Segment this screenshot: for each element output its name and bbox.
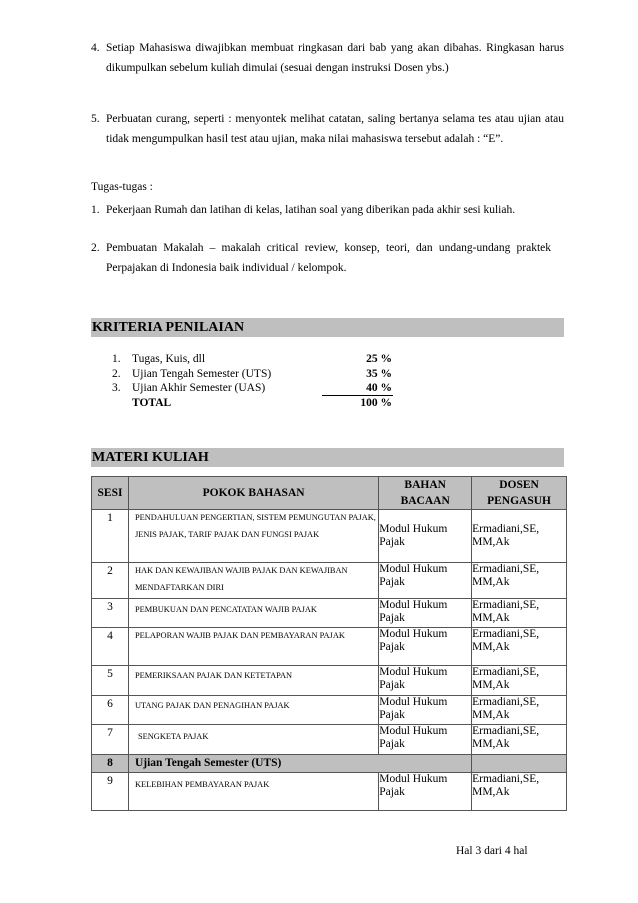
- kriteria-total-row: [112, 396, 392, 411]
- kriteria-value: 40 %: [366, 382, 392, 394]
- bahan-cell: [379, 696, 472, 725]
- bahan-line1: Modul Hukum: [379, 666, 448, 678]
- bahan-line2: Pajak: [379, 576, 405, 588]
- pokok-text: KELEBIHAN PEMBAYARAN PAJAK: [134, 780, 270, 789]
- bahan-line2: Pajak: [379, 709, 405, 721]
- sesi-cell: 4: [92, 628, 129, 666]
- materi-heading: MATERI KULIAH: [91, 448, 564, 467]
- dosen-line2: MM,Ak: [472, 612, 510, 624]
- table-row: [92, 696, 567, 725]
- kriteria-value: 35 %: [366, 367, 392, 380]
- table-row: [92, 666, 567, 696]
- header-dosen-line1: DOSEN: [499, 479, 539, 491]
- bahan-cell: [379, 510, 472, 563]
- pokok-cell: [128, 725, 378, 755]
- uts-row: [92, 755, 567, 773]
- pokok-text: PEMERIKSAAN PAJAK DAN KETETAPAN: [134, 671, 293, 680]
- dosen-line1: Ermadiani,SE,: [472, 563, 540, 575]
- total-underline: [322, 395, 393, 396]
- header-dosen-line2: PENGASUH: [487, 495, 551, 507]
- kriteria-label: Ujian Tengah Semester (UTS): [132, 367, 272, 380]
- sesi-cell: 8: [92, 755, 129, 773]
- page-footer: Hal 3 dari 4 hal: [456, 845, 528, 857]
- dosen-line2: MM,Ak: [472, 679, 510, 691]
- dosen-line2: MM,Ak: [472, 641, 510, 653]
- sesi-cell: 3: [92, 599, 129, 628]
- header-sesi: SESI: [92, 477, 129, 510]
- bahan-cell: [379, 628, 472, 666]
- bahan-line2: Pajak: [379, 641, 405, 653]
- sesi-cell: 7: [92, 725, 129, 755]
- sesi-cell: 5: [92, 666, 129, 696]
- table-row: [92, 599, 567, 628]
- item-number: 4.: [91, 42, 100, 54]
- sesi-cell: 9: [92, 773, 129, 811]
- header-dosen: [472, 477, 567, 510]
- kriteria-value: 25 %: [366, 353, 392, 365]
- table-row: [92, 628, 567, 666]
- kriteria-total-label: TOTAL: [132, 396, 172, 409]
- header-bahan: [379, 477, 472, 510]
- sesi-cell: 6: [92, 696, 129, 725]
- dosen-line2: MM,Ak: [472, 709, 510, 721]
- pokok-text: UTANG PAJAK DAN PENAGIHAN PAJAK: [134, 701, 290, 710]
- dosen-line1: Ermadiani,SE,: [472, 666, 540, 678]
- dosen-line1: Ermadiani,SE,: [472, 773, 540, 785]
- uts-empty-cell: [472, 755, 567, 773]
- header-bahan-line1: BAHAN: [404, 479, 446, 491]
- bahan-line2: Pajak: [379, 612, 405, 624]
- kriteria-label: Tugas, Kuis, dll: [132, 353, 206, 365]
- kriteria-label: Ujian Akhir Semester (UAS): [132, 382, 266, 394]
- bahan-cell: [379, 773, 472, 811]
- dosen-cell: [472, 599, 567, 628]
- dosen-line1: Ermadiani,SE,: [472, 628, 540, 640]
- item-number: 1.: [91, 204, 100, 216]
- sesi-cell: 1: [92, 510, 129, 563]
- pokok-cell: [128, 628, 378, 666]
- bahan-line1: Modul Hukum: [379, 599, 448, 611]
- item-text: Pekerjaan Rumah dan latihan di kelas, latihan soal yang diberikan pada akhir sesi kuliah.: [106, 204, 516, 216]
- kriteria-list: [112, 352, 392, 410]
- dosen-cell: [472, 696, 567, 725]
- sesi-cell: 2: [92, 563, 129, 599]
- item-text: Pembuatan Makalah – makalah critical review, konsep, teori, dan undang-undang praktek Perpajakan di Indonesia baik individual / kelompok.: [106, 242, 551, 274]
- pokok-cell: [128, 599, 378, 628]
- pokok-cell: [128, 510, 378, 563]
- table-row: [92, 510, 567, 563]
- bahan-cell: [379, 666, 472, 696]
- kriteria-number: 2.: [112, 367, 121, 380]
- kriteria-row: [112, 381, 392, 396]
- table-header-row: [92, 477, 567, 510]
- bahan-cell: [379, 599, 472, 628]
- dosen-line1: Ermadiani,SE,: [472, 725, 540, 737]
- kriteria-number: 1.: [112, 353, 121, 365]
- item-number: 5.: [91, 113, 100, 125]
- kriteria-row: [112, 352, 392, 367]
- pokok-cell: [128, 563, 378, 599]
- item-number: 2.: [91, 242, 100, 254]
- bahan-line2: Pajak: [379, 679, 405, 691]
- bahan-cell: [379, 563, 472, 599]
- pokok-text: SENGKETA PAJAK: [137, 732, 209, 741]
- bahan-line1: Modul Hukum: [379, 563, 448, 575]
- pokok-cell: [128, 696, 378, 725]
- uts-label: Ujian Tengah Semester (UTS): [134, 757, 282, 769]
- pokok-text: PEMBUKUAN DAN PENCATATAN WAJIB PAJAK: [134, 605, 317, 614]
- kriteria-total-value: 100 %: [360, 396, 392, 409]
- dosen-cell: [472, 628, 567, 666]
- tugas-item-1: [91, 201, 564, 221]
- dosen-line2: MM,Ak: [472, 576, 510, 588]
- dosen-cell: [472, 773, 567, 811]
- bahan-line1: Modul Hukum: [379, 696, 448, 708]
- bahan-line1: Modul Hukum: [379, 628, 448, 640]
- item-text: Setiap Mahasiswa diwajibkan membuat ringkasan dari bab yang akan dibahas. Ringkasan harus dikumpulkan sebelum kuliah dimulai (sesuai dengan instruksi Dosen ybs.): [106, 42, 564, 74]
- header-bahan-line2: BACAAN: [400, 495, 450, 507]
- item-text: Perbuatan curang, seperti : menyontek melihat catatan, saling bertanya selama tes atau ujian atau tidak mengumpulkan hasil test atau ujian, maka nilai mahasiswa tersebut adalah : “E”.: [106, 113, 564, 145]
- tugas-item-2: [91, 239, 564, 278]
- dosen-line1: Ermadiani,SE,: [472, 599, 540, 611]
- dosen-line1: Ermadiani,SE,: [472, 523, 540, 535]
- table-row: [92, 563, 567, 599]
- bahan-cell: [379, 725, 472, 755]
- dosen-cell: [472, 666, 567, 696]
- pokok-cell: [128, 666, 378, 696]
- bahan-line2: Pajak: [379, 738, 405, 750]
- dosen-cell: [472, 725, 567, 755]
- dosen-line2: MM,Ak: [472, 786, 510, 798]
- tugas-heading: Tugas-tugas :: [91, 181, 153, 193]
- bahan-line2: Pajak: [379, 536, 405, 548]
- bahan-line1: Modul Hukum: [379, 523, 448, 535]
- table-row: [92, 773, 567, 811]
- pokok-text: PENDAHULUAN PENGERTIAN, SISTEM PEMUNGUTAN PAJAK, JENIS PAJAK, TARIF PAJAK DAN FUNGSI PAJAK: [134, 513, 376, 539]
- bahan-line1: Modul Hukum: [379, 725, 448, 737]
- kriteria-row: [112, 367, 392, 382]
- materi-table: [91, 476, 567, 811]
- pokok-text: HAK DAN KEWAJIBAN WAJIB PAJAK DAN KEWAJIBAN MENDAFTARKAN DIRI: [134, 566, 348, 592]
- kriteria-number: 3.: [112, 382, 121, 394]
- dosen-line1: Ermadiani,SE,: [472, 696, 540, 708]
- dosen-cell: [472, 510, 567, 563]
- rule-item-4: [91, 39, 564, 78]
- dosen-cell: [472, 563, 567, 599]
- table-row: [92, 725, 567, 755]
- pokok-text: PELAPORAN WAJIB PAJAK DAN PEMBAYARAN PAJAK: [134, 631, 345, 640]
- dosen-line2: MM,Ak: [472, 738, 510, 750]
- rule-item-5: [91, 110, 564, 149]
- bahan-line2: Pajak: [379, 786, 405, 798]
- uts-label-cell: [128, 755, 471, 773]
- pokok-cell: [128, 773, 378, 811]
- dosen-line2: MM,Ak: [472, 536, 510, 548]
- kriteria-heading: KRITERIA PENILAIAN: [91, 318, 564, 337]
- bahan-line1: Modul Hukum: [379, 773, 448, 785]
- header-pokok: POKOK BAHASAN: [128, 477, 378, 510]
